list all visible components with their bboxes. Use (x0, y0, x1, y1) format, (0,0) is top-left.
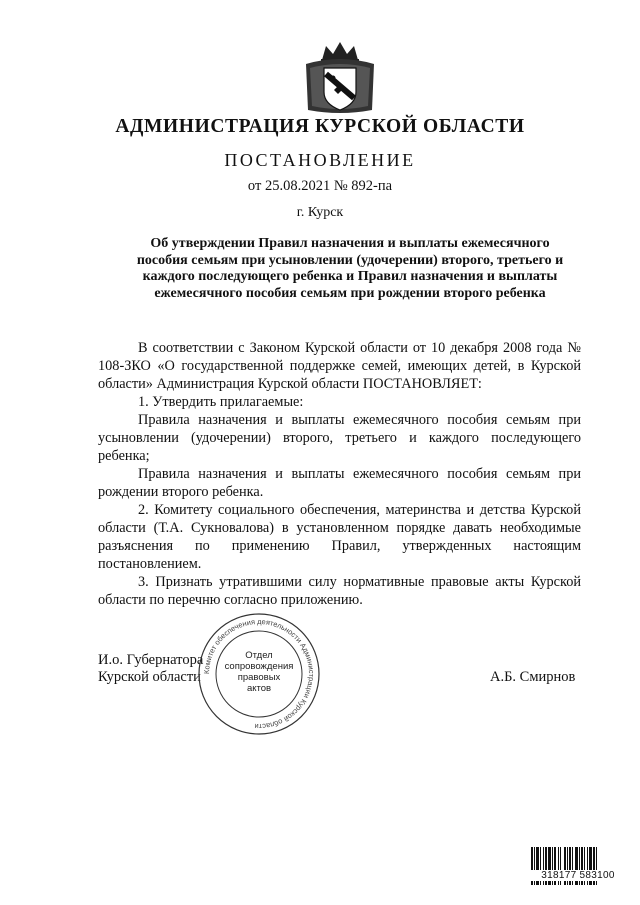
stamp-line: актов (246, 683, 272, 694)
document-city: г. Курск (296, 205, 344, 220)
document-date-number: от 25.08.2021 № 892-па (247, 178, 393, 194)
signatory-name: А.Б. Смирнов (490, 669, 576, 685)
subject-line: каждого последующего ребенка и Правил назначения и выплаты (142, 269, 558, 284)
intro-paragraph: В соответствии с Законом Курской области от 10 декабря 2008 года № 108-ЗКО «О государственной поддержке семей, имеющих детей, в Курской области» Администрация Курской области ПОСТАНОВЛЯЕТ: (98, 340, 581, 392)
item-2: 2. Комитету социального обеспечения, материнства и детства Курской области (Т.А. Сукновалова) в установленном порядке давать необходимые разъяснения по применению Правил, утвержденных настоящим постановлением. (98, 502, 581, 572)
signatory-position (98, 652, 203, 686)
item-1b: Правила назначения и выплаты ежемесячного пособия семьям при рождении второго ребенка. (98, 466, 581, 500)
signatory-position-line: Курской области (98, 669, 201, 685)
document-subject (100, 236, 600, 302)
subject-line: пособия семьям при усыновлении (удочерении) второго, третьего и (136, 252, 564, 268)
item-1: 1. Утвердить прилагаемые: (138, 394, 304, 410)
stamp-line: правовых (237, 672, 281, 683)
stamp-center-text (211, 650, 307, 694)
document-type: ПОСТАНОВЛЕНИЕ (224, 150, 416, 170)
barcode-number: 318177 583100 (527, 870, 629, 881)
organization-title: АДМИНИСТРАЦИЯ КУРСКОЙ ОБЛАСТИ (115, 116, 525, 137)
coat-of-arms-icon (300, 40, 380, 116)
item-3: 3. Признать утратившими силу нормативные правовые акты Курской области по перечню согласно приложению. (98, 574, 581, 608)
stamp-line: Отдел (245, 650, 273, 661)
stamp-line: сопровождения (224, 661, 294, 672)
item-1a: Правила назначения и выплаты ежемесячного пособия семьям при усыновлении (удочерении) второго, третьего и каждого последующего ребенка; (98, 412, 581, 464)
stamp-ring-text: Комитет обеспечения деятельности Администрации Курской области (201, 616, 317, 732)
subject-line: Об утверждении Правил назначения и выплаты ежемесячного (150, 236, 550, 251)
signatory-position-line: И.о. Губернатора (98, 652, 204, 668)
subject-line: ежемесячного пособия семьям при рождении второго ребенка (154, 285, 546, 301)
